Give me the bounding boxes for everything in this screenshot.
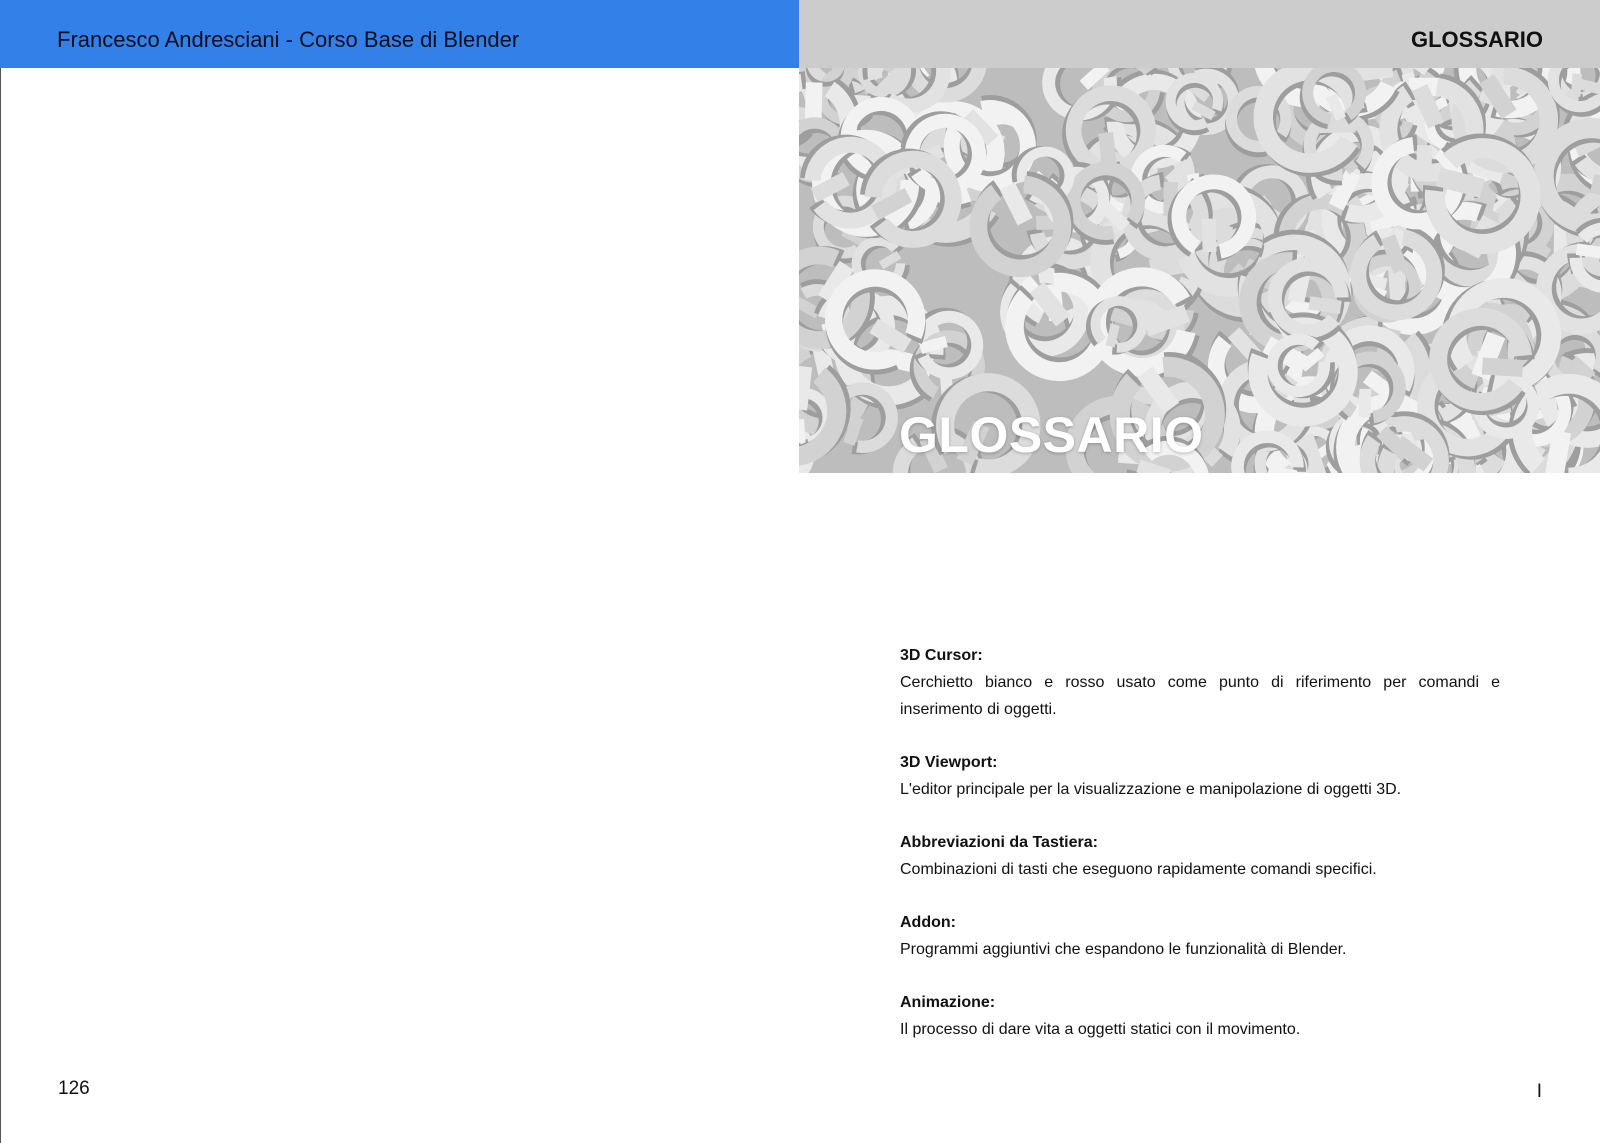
left-page-number: 126 [58,1078,90,1099]
right-page-number: I [1536,1081,1542,1102]
glossary-term: Animazione: [900,994,996,1011]
glossary-term: Addon: [900,914,956,931]
glossary-term: 3D Cursor: [900,647,983,664]
right-page-header [799,0,1600,68]
glossary-entry [900,909,1500,963]
glossary-definition: Combinazioni di tasti che eseguono rapidamente comandi specifici. [900,861,1377,878]
glossary-entry [900,989,1500,1043]
book-title: Francesco Andresciani - Corso Base di Blender [57,27,520,52]
glossary-definition: Il processo di dare vita a oggetti statici con il movimento. [900,1021,1301,1038]
page-edge [0,0,1,1143]
glossary-entry [900,829,1500,883]
glossary-definition: Programmi aggiuntivi che espandono le funzionalità di Blender. [900,941,1347,958]
glossary-entry [900,642,1500,723]
glossary-definition: L'editor principale per la visualizzazione e manipolazione di oggetti 3D. [900,781,1402,798]
glossary-entry [900,749,1500,803]
chapter-title: GLOSSARIO [899,407,1204,463]
glossary-definition: Cerchietto bianco e rosso usato come punto di riferimento per comandi e inserimento di oggetti. [900,674,1500,718]
glossary-term: 3D Viewport: [900,754,998,771]
glossary-list [900,642,1500,1069]
glossary-term: Abbreviazioni da Tastiera: [900,834,1098,851]
section-title: GLOSSARIO [1410,27,1543,52]
left-page-header [0,0,799,68]
chapter-hero-image [799,68,1600,473]
